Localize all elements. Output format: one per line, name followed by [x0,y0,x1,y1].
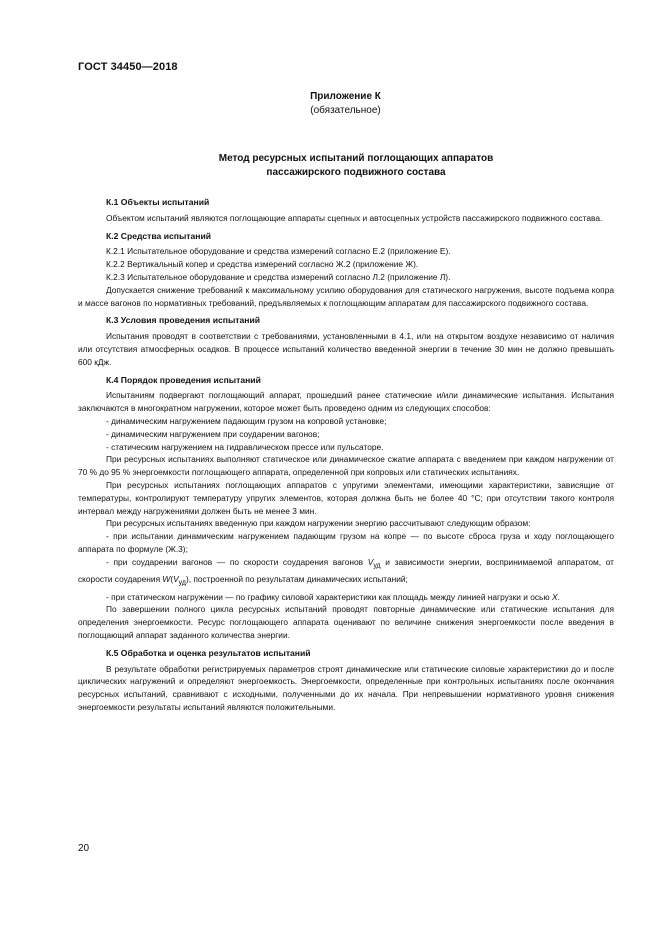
paragraph: К.2.2 Вертикальный копер и средства измерений согласно Ж.2 (приложение Ж). [106,259,419,270]
paragraph: При ресурсных испытаниях поглощающих аппаратов с упругими элементами, имеющими характеристики, зависящие от температуры, контролируют температуру упругих элементов, которая должна быть не более 40 °С; при отсутствии такого контроля интервал между нагружениями должен быть не менее 3 мин. [78,479,614,516]
appendix-label: Приложение К [310,91,381,102]
section-heading-k3: К.3 Условия проведения испытаний [106,315,261,326]
document-body [78,196,614,714]
paragraph: При ресурсных испытаниях введенную при каждом нагружении энергию рассчитывают следующим образом: [106,518,531,529]
paragraph-velocity: - при соударении вагонов — по скорости соударения вагонов $V_{уд}$ и зависимости энергии, воспринимаемой аппаратом, от скорости соударения $W(V_{уд})$, построенной по результатам динамических испытаний; [78,556,614,587]
page-title [78,152,634,180]
title-line-2: пассажирского подвижного состава [266,167,446,178]
paragraph: Испытания проводят в соответствии с требованиями, установленными в 4.1, или на открытом воздухе независимо от наличия или отсутствия атмосферных осадков. В процессе испытаний количество введенной энергии в течение 30 мин не должно превышать 600 кДж. [78,331,614,367]
appendix-status: (обязательное) [310,105,381,116]
paragraph: К.2.3 Испытательное оборудование и средства измерений согласно Л.2 (приложение Л). [106,271,451,282]
paragraph: Испытаниям подвергают поглощающий аппарат, прошедший ранее статические и/или динамические испытания. Испытания заключаются в многократном нагружении, которое может быть проведено одним из следующих способов: [78,390,614,414]
document-header: ГОСТ 34450—2018 [78,61,178,73]
paragraph: Объектом испытаний являются поглощающие аппараты сцепных и автосцепных устройств пассажирского подвижного состава. [106,212,603,223]
paragraph: К.2.1 Испытательное оборудование и средства измерений согласно Е.2 (приложение Е). [106,246,451,257]
paragraph: В результате обработки регистрируемых параметров строят динамические или статические силовые характеристики до и после циклических нагружений и определяют энергоемкость. Энергоемкости, определенные при контрольных испытаниях после окончания ресурсных испытаний, сравнивают с исходными, полученными до их начала. При непревышении нормативного уровня снижения энергоемкости результаты испытаний являются положительными. [78,663,614,712]
paragraph-static: - при статическом нагружении — по графику силовой характеристики как площадь между линией нагрузки и осью X. [106,591,560,602]
paragraph: Допускается снижение требований к максимальному усилию оборудования для статического нагружения, высоте подъема копра и массе вагонов по нормативных требований, предъявляемых к поглощающим аппаратам для пассажирского подвижного состава. [78,284,614,308]
section-heading-k1: К.1 Объекты испытаний [106,197,210,207]
appendix-heading [78,90,613,118]
paragraph: При ресурсных испытаниях выполняют статическое или динамическое сжатие аппарата с введением при каждом нагружении от 70 % до 95 % энергоемкости поглощающего аппарата, определенной при копровых или статических испытаниях. [78,454,614,478]
list-item: - динамическим нагружением падающим грузом на копровой установке; [106,415,387,426]
section-heading-k4: К.4 Порядок проведения испытаний [106,374,261,385]
paragraph: По завершении полного цикла ресурсных испытаний проводят повторные динамические или статические испытания для определения энергоемкости. Ресурс поглощающего аппарата оценивают по величине снижения энергоемкости после введения в поглощающий аппарат заданного количества энергии. [78,604,614,641]
section-heading-k5: К.5 Обработка и оценка результатов испытаний [106,647,311,658]
section-heading-k2: К.2 Средства испытаний [106,230,212,241]
title-line-1: Метод ресурсных испытаний поглощающих аппаратов [218,153,494,164]
paragraph: - при испытании динамическим нагружением падающим грузом на копре — по высоте сброса груза и ходу поглощающего аппарата по формуле (Ж.3); [78,531,614,554]
list-item: - статическим нагружением на гидравлическом прессе или пульсаторе. [106,441,384,452]
list-item: - динамическим нагружением при соударении вагонов; [106,428,320,439]
page-number: 20 [78,843,90,854]
